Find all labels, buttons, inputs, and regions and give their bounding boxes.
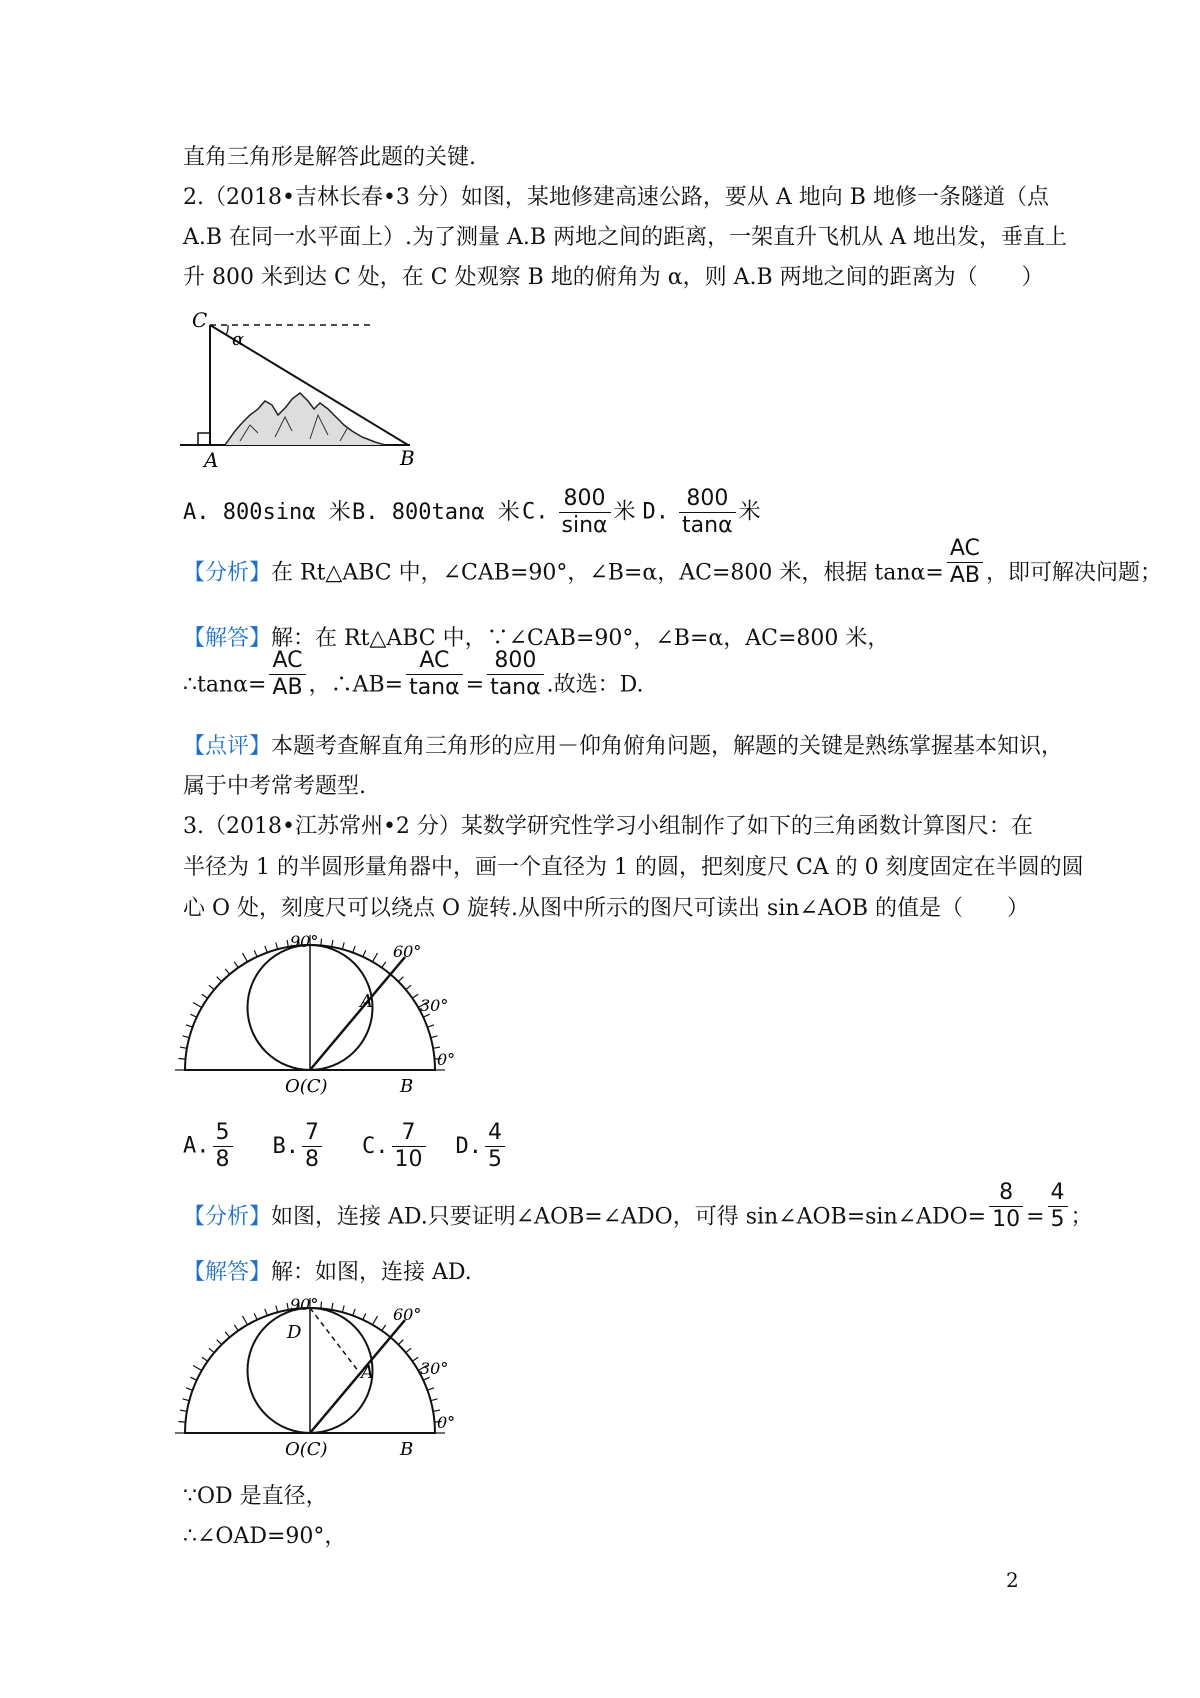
svg-text:90°: 90° <box>290 1298 319 1314</box>
protractor-tick <box>373 1316 378 1325</box>
svg-text:60°: 60° <box>393 942 422 961</box>
protractor-tick <box>179 1058 186 1059</box>
q3-options: A. $\frac{5}{8}$ B. $\frac{7}{8}$ C. $\frac{7}{10}$ D. $\frac{4}{5}$ <box>183 1120 508 1173</box>
protractor-tick <box>202 994 208 998</box>
protractor-tick <box>398 977 403 982</box>
svg-text:30°: 30° <box>420 996 449 1015</box>
protractor-tick <box>182 1036 189 1038</box>
q2-stem-line3: 升 800 米到达 C 处，在 C 处观察 B 地的俯角为 α，则 A.B 两地之间的距离为（ ） <box>183 265 1044 290</box>
protractor-tick <box>406 1348 411 1352</box>
q2-stem-line2: A.B 在同一水平面上）.为了测量 A.B 两地之间的距离，一架直升飞机从 A 地出发，垂直上 <box>183 225 1067 250</box>
label-C: C <box>192 308 208 332</box>
label-A: A <box>204 448 219 472</box>
q3-stem-line2: 半径为 1 的半圆形量角器中，画一个直径为 1 的圆，把刻度尺 CA 的 0 刻度固定在半圆的圆 <box>183 855 1084 880</box>
q2-figure-triangle <box>180 305 420 475</box>
page-number: 2 <box>1006 1568 1019 1592</box>
protractor-tick <box>373 953 378 962</box>
q2-stem-line1: 2.（2018•吉林长春•3 分）如图，某地修建高速公路，要从 A 地向 B 地修一条隧道（点 <box>183 185 1049 210</box>
label-B: B <box>400 446 415 470</box>
protractor-tick <box>254 950 257 956</box>
q2-comment: 【点评】本题考查解直角三角形的应用－仰角俯角问题，解题的关键是熟练掌握基本知识， <box>183 734 1064 759</box>
protractor-tick <box>412 1357 418 1361</box>
protractor-tick <box>217 1340 222 1345</box>
protractor-tick <box>276 942 278 949</box>
protractor-tick <box>243 1316 248 1325</box>
protractor-tick <box>225 969 229 974</box>
protractor-tick <box>412 994 418 998</box>
protractor-tick <box>186 1388 193 1390</box>
protractor-tick <box>427 1388 434 1390</box>
protractor-tick <box>398 1340 403 1345</box>
svg-text:30°: 30° <box>420 1359 449 1378</box>
protractor-tick <box>433 1047 440 1048</box>
protractor-tick <box>287 1303 288 1310</box>
protractor-tick <box>182 1399 189 1401</box>
svg-text:B: B <box>400 1076 414 1097</box>
q3-figure-protractor <box>175 935 455 1105</box>
protractor-tick <box>433 1410 440 1411</box>
q3-analysis: 【分析】如图，连接 AD.只要证明∠AOB=∠ADO，可得 sin∠AOB=sin∠ADO= $\frac{8}{10}$ = $\frac{4}{5}$ ； <box>183 1180 1093 1232</box>
protractor-tick <box>363 950 366 956</box>
protractor-tick <box>209 1348 214 1352</box>
q2-option-a: A. 800sinα 米 <box>183 500 351 525</box>
protractor-tick <box>382 1325 386 1331</box>
protractor-tick <box>202 1357 208 1361</box>
svg-text:D: D <box>287 1322 302 1343</box>
q2-answer: 【解答】解：在 Rt△ABC 中，∵∠CAB=90°，∠B=α，AC=800 米， <box>183 626 890 651</box>
protractor-tick <box>382 962 386 968</box>
protractor-tick <box>180 1047 187 1048</box>
svg-text:0°: 0° <box>437 1050 455 1069</box>
mountain-icon <box>225 393 385 445</box>
protractor-tick <box>225 1332 229 1337</box>
protractor-tick <box>254 1313 257 1319</box>
protractor-tick <box>186 1025 193 1027</box>
svg-text:B: B <box>400 1439 414 1460</box>
protractor-tick <box>190 1014 196 1017</box>
protractor-tick <box>265 946 267 953</box>
svg-text:O(C): O(C) <box>285 1076 328 1097</box>
q2-analysis: 【分析】在 Rt△ABC 中，∠CAB=90°，∠B=α，AC=800 米，根据 tanα= $\frac{AC}{AB}$ ，即可解决问题； <box>183 536 1162 588</box>
protractor-tick <box>234 1325 238 1331</box>
protractor-tick <box>243 953 248 962</box>
protractor-tick <box>276 1305 278 1312</box>
protractor-tick <box>342 942 344 949</box>
protractor-tick <box>353 946 355 953</box>
protractor-tick <box>179 1421 186 1422</box>
label-alpha: α <box>232 329 245 350</box>
protractor-tick <box>363 1313 366 1319</box>
q2-option-c: C. $\frac{800}{\sin\alpha}$ 米 D. $\frac{800}{\tan\alpha}$ 米 <box>522 486 761 538</box>
protractor-tick <box>332 1303 333 1310</box>
q2-option-b: B. 800tanα 米 <box>352 500 520 525</box>
svg-text:0°: 0° <box>437 1413 455 1432</box>
protractor-tick <box>287 940 288 947</box>
protractor-tick <box>265 1309 267 1316</box>
protractor-tick <box>431 1399 438 1401</box>
protractor-tick <box>431 1036 438 1038</box>
q2-comment-line2: 属于中考常考题型. <box>183 774 366 799</box>
q2-answer-line2: ∴tanα= $\frac{AC}{AB}$ ，∴AB= $\frac{AC}{\tan\alpha}$ = $\frac{800}{\tan\alpha}$ .故选：D. <box>183 648 644 700</box>
protractor-tick <box>180 1410 187 1411</box>
q3-stem-line3: 心 O 处，刻度尺可以绕点 O 旋转.从图中所示的图尺可读出 sin∠AOB 的值是（ ） <box>183 896 1030 921</box>
protractor-tick <box>406 985 411 989</box>
svg-text:A: A <box>360 991 373 1012</box>
protractor-tick <box>342 1305 344 1312</box>
q3-figure-protractor-with-ad <box>175 1298 455 1468</box>
protractor-tick <box>332 940 333 947</box>
protractor-tick <box>193 1366 202 1371</box>
svg-text:90°: 90° <box>290 935 319 951</box>
q3-line-od: ∵OD 是直径， <box>183 1484 328 1509</box>
svg-text:60°: 60° <box>393 1305 422 1324</box>
svg-text:A: A <box>361 1362 374 1383</box>
svg-text:O(C): O(C) <box>285 1439 328 1460</box>
protractor-tick <box>427 1025 434 1027</box>
protractor-tick <box>193 1003 202 1008</box>
q3-stem-line1: 3.（2018•江苏常州•2 分）某数学研究性学习小组制作了如下的三角函数计算图尺：在 <box>183 814 1033 839</box>
protractor-tick <box>217 977 222 982</box>
protractor-tick <box>209 985 214 989</box>
q3-line-oad: ∴∠OAD=90°， <box>183 1524 347 1549</box>
protractor-tick <box>234 962 238 968</box>
protractor-tick <box>321 1302 322 1309</box>
protractor-tick <box>190 1377 196 1380</box>
protractor-tick <box>321 939 322 946</box>
prev-answer-end: 直角三角形是解答此题的关键. <box>183 145 476 170</box>
q3-answer: 【解答】解：如图，连接 AD. <box>183 1260 472 1285</box>
protractor-tick <box>353 1309 355 1316</box>
